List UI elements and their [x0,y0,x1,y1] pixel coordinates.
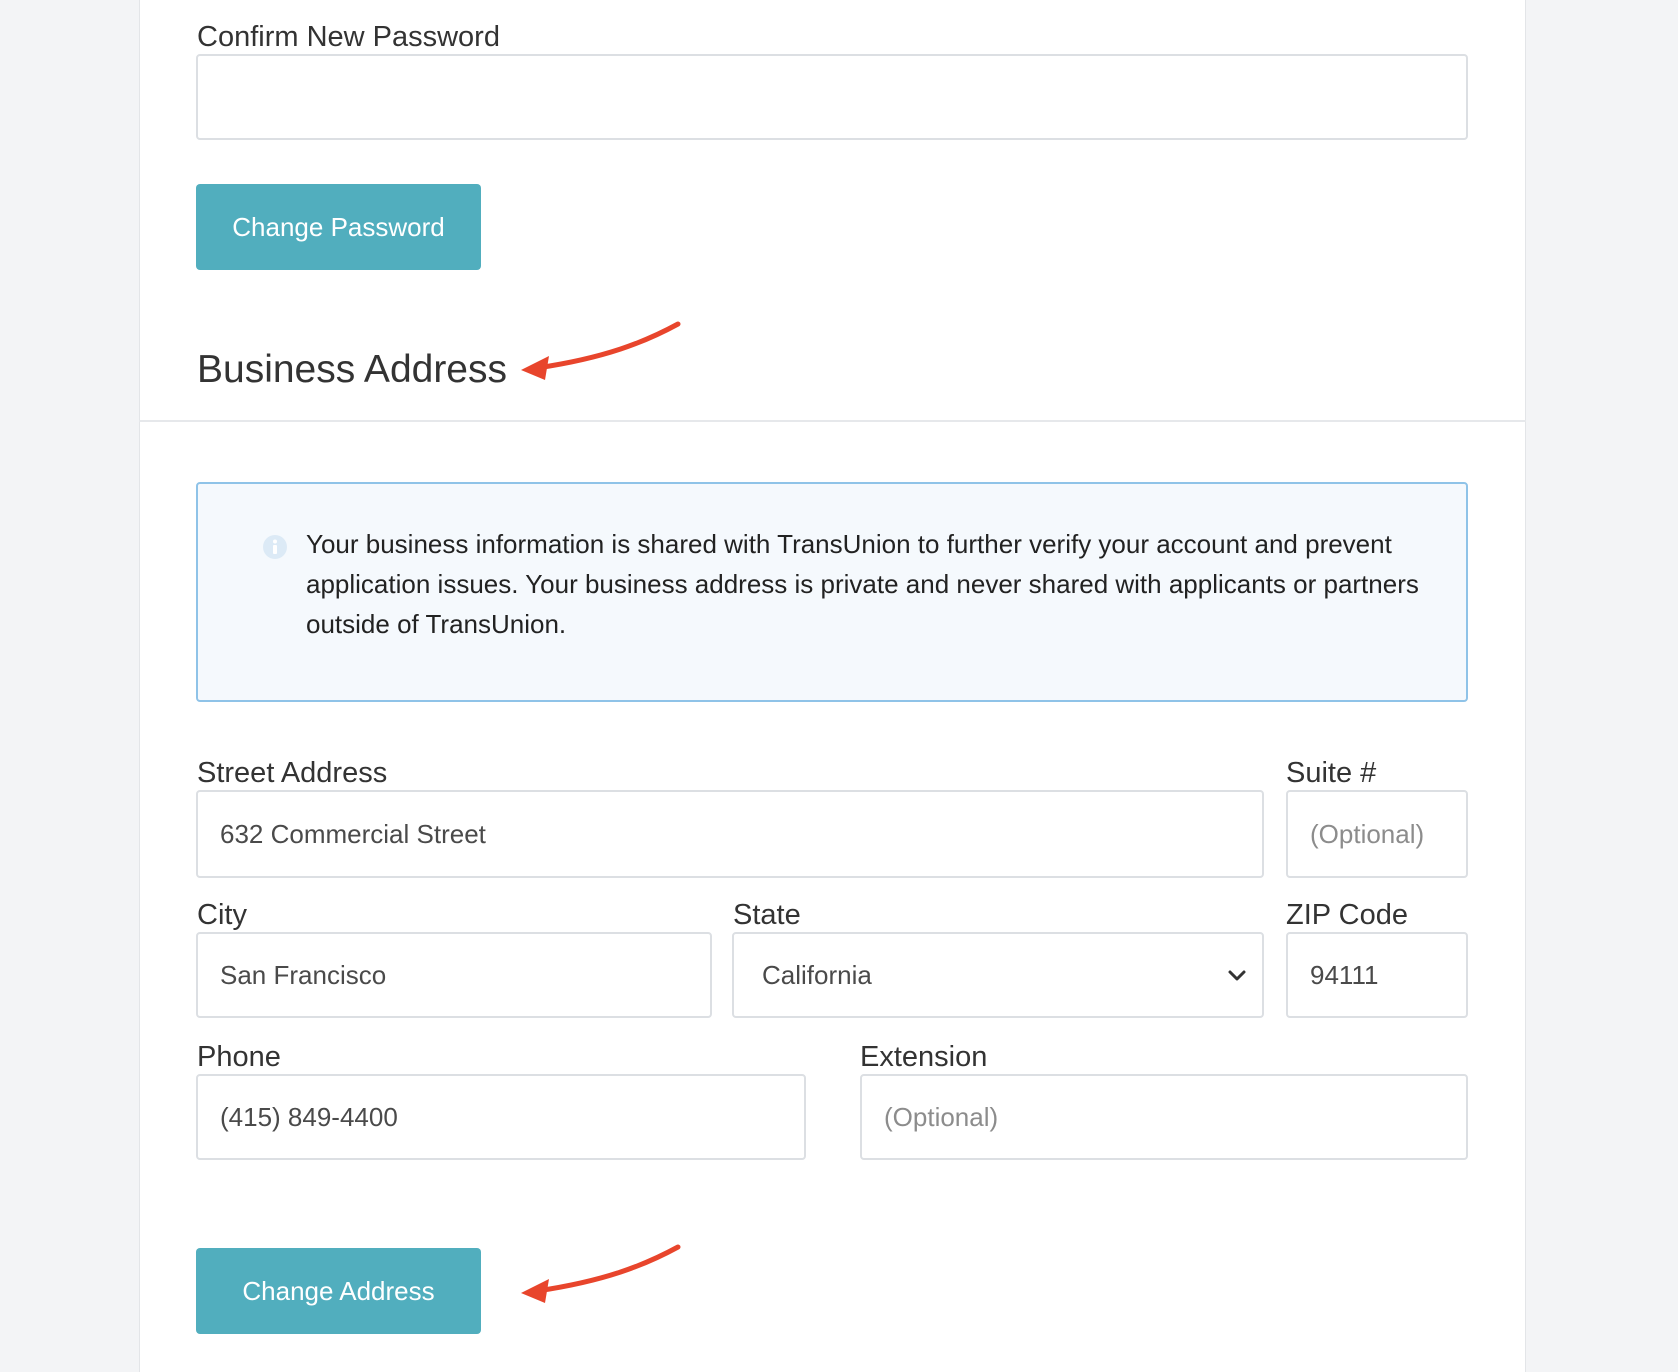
change-password-button[interactable]: Change Password [196,184,481,270]
chevron-down-icon [1226,964,1248,986]
suite-input[interactable] [1286,790,1468,878]
state-select[interactable] [732,932,1264,1018]
phone-input[interactable] [196,1074,806,1160]
zip-code-input[interactable] [1286,932,1468,1018]
annotation-arrow-icon [515,1241,695,1321]
state-label: State [733,899,801,931]
info-notice [196,482,1468,702]
extension-input[interactable] [860,1074,1468,1160]
suite-label: Suite # [1286,757,1377,789]
zip-code-label: ZIP Code [1286,899,1408,931]
confirm-password-label: Confirm New Password [197,21,500,53]
city-label: City [197,899,247,931]
confirm-password-input[interactable] [196,54,1468,140]
phone-label: Phone [197,1041,281,1073]
state-selected-value: California [762,959,872,990]
street-address-input[interactable] [196,790,1264,878]
extension-label: Extension [860,1041,988,1073]
street-address-label: Street Address [197,757,388,789]
change-address-button[interactable]: Change Address [196,1248,481,1334]
business-address-heading: Business Address [197,348,508,391]
info-notice-text: Your business information is shared with TransUnion to further verify your account and prevent application issues. Your business address is private and never shared with applicants or partners outside of TransUnion. [306,529,1419,639]
city-input[interactable] [196,932,712,1018]
info-circle-icon [262,534,288,560]
annotation-arrow-icon [515,318,695,398]
section-divider [139,420,1526,422]
